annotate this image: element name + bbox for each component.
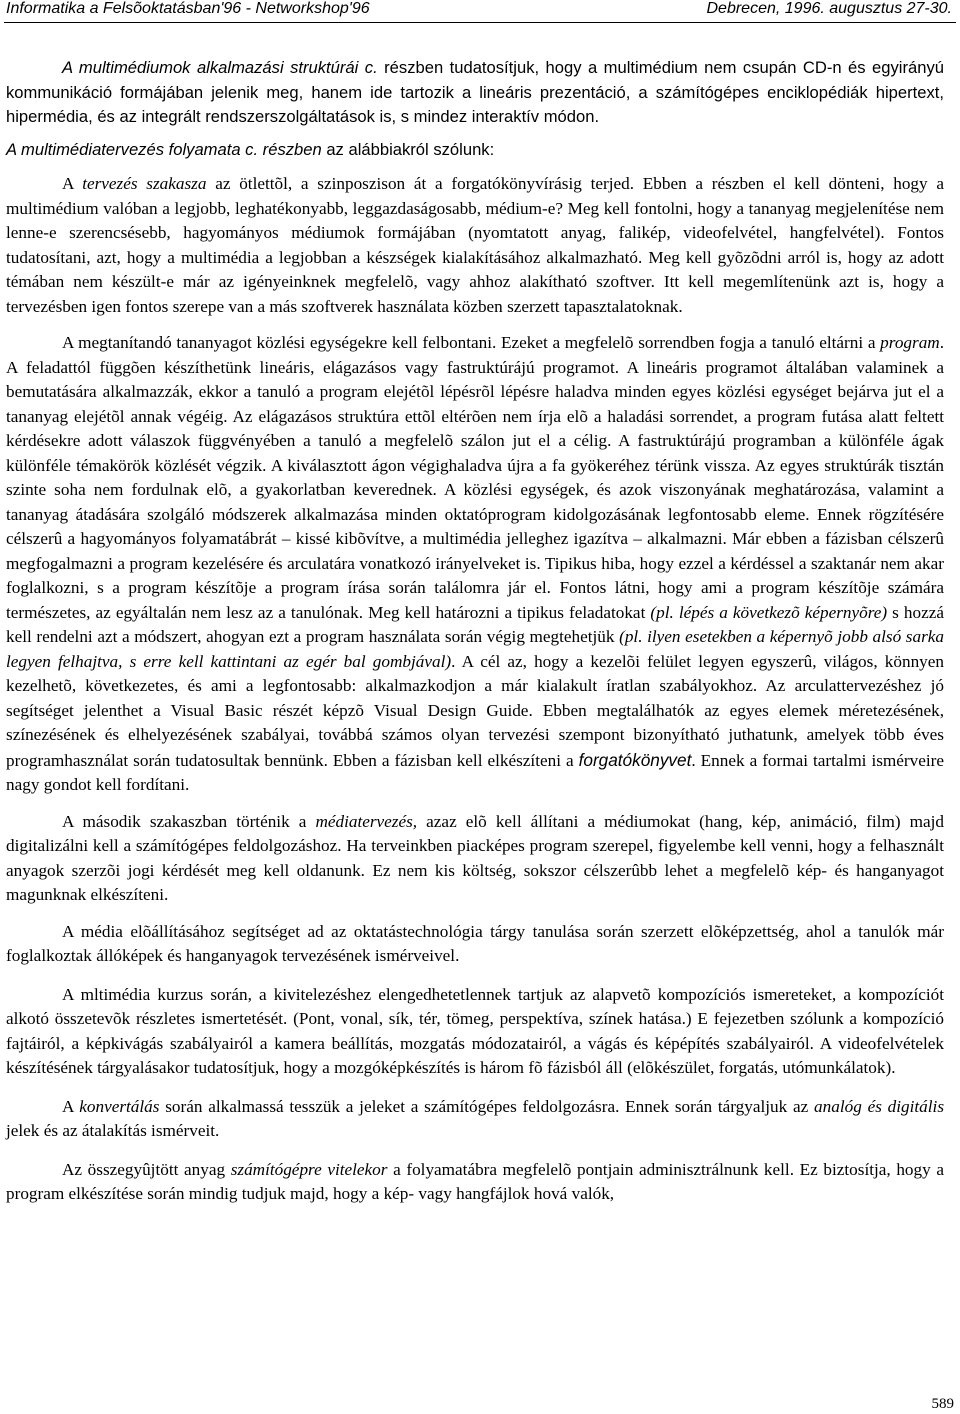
intro-lead-italic: A multimédiumok alkalmazási struktúrái c. xyxy=(62,58,378,77)
intro-paragraph xyxy=(6,56,944,130)
text-run: jelek és az átalakítás ismérveit. xyxy=(6,1121,220,1140)
text-run: A xyxy=(62,1096,80,1116)
paragraph-mediatervezes xyxy=(6,810,944,908)
text-run: A második szakaszban történik a xyxy=(62,811,316,831)
text-run: során alkalmassá tesszük a jeleket a számítógépes feldolgozásra. Ennek során tárgyaljuk az xyxy=(159,1096,815,1116)
paragraph-media-eloallitas: A média elõállításához segítséget ad az oktatástechnológia tárgy tanulása során szerzett elõképzettség, ahol a tanulók már foglalkoztak állóképek és hanganyagok tervezésének ismérveivel. xyxy=(6,921,944,965)
text-run: s hozzá kell rendelni azt a módszert, ahogyan ezt a program használata során végig megtehetjük xyxy=(6,602,945,646)
text-run: azaz elõ kell állítani a médiumokat (hang, kép, animáció, film) majd digitalizálni kell a számítógépes feldolgozáshoz. Ha terveinkben piacképes program szerepel, figyelembe kell venni, hogy a felhasznált anyagok szerzõi jogi kérdését meg kell oldanunk. Ez nem kis költség, sokszor célszerûbb lehet a megfelelõ kép- és hanganyagot magunknak elkészíteni. xyxy=(6,811,944,904)
intro-section xyxy=(6,56,944,162)
emphasis: (pl. lépés a következõ képernyõre) xyxy=(650,602,888,622)
text-run: az ötlettõl, a szinposzison át a forgatókönyvírásig terjed. Ebben a részben el kell dönteni, hogy a multimédium valóban a legjobb, leghatékonyabb, leggazdaságosabb, médium-e? Meg kell fontolni, hogy a tananyag megjelenítése nem lenne-e szerencsésebb, hagyományos médiumok formájában (nyomtatott anyag, falikép, videofelvétel, hangfelvétel). Fontos tudatosítani, azt, hogy a multimédia a legjobban a készségek kialakításához alkalmazható. Meg kell gyõzõdni arról is, hogy az adott témában nem készült-e már az igényeinknek megfelelõ, vagy ahhoz alakítható szoftver. Itt kell megemlítenünk azt is, hogy a tervezésben igen fontos szerepe van a más szoftverek használata közben szerzett tapasztalatoknak. xyxy=(6,174,944,316)
running-header xyxy=(6,0,952,22)
header-date-location: Debrecen, 1996. augusztus 27-30. xyxy=(706,0,952,17)
body-text xyxy=(6,172,944,1219)
subheading-italic: A multimédiatervezés folyamata c. részben xyxy=(6,139,322,159)
paragraph-osszegyujtott-anyag xyxy=(6,1158,944,1207)
text-run: . A feladattól függõen készíthetünk lineáris, elágazásos vagy fastruktúrájú programot. A lineáris programot általában valaminek a bemutatására alkalmazzák, ekkor a tanuló a program elejétõl lépésrõl lépésre haladva minden egyes közlési egységet bejárva jut el a tananyag elejétõl annak végéig. Az elágazásos struktúra ettõl eltérõen nem írja elõ a haladási sorrendet, a program futása alatt feltett kérdésekre adott válaszok függvényében a tanuló a megfelelõ szálon jut el a célig. A fastruktúrájú programban a különféle ágak különféle témakörök közlését végzik. A kiválasztott ágon végighaladva újra a fa gyökeréhez térünk vissza. Az egyes struktúrák tisztán szinte soha nem fordulnak elõ, a gyakorlatban keverednek. A közlési egységek, és azok viszonyának meghatározása, valamint a tananyag átadására szolgáló módszerek alkalmazása minden oktatóprogram kidolgozásának legfontosabb eleme. Ennek rögzítésére célszerû a hagyományos folyamatábrát – kissé kibõvítve, a multimédia jelleghez igazítva – alkalmazni. Már ebben a fázisban célszerû megfogalmazni a program kezelésére és arculatára vonatkozó irányelveket is. Tipikus hiba, hogy ezzel a kérdéssel a szaktanár nem akar foglalkozni, s a program készítõje a program írása során találomra jár el. Fontos látni, hogy ami a program készítõje számára természetes, az egyáltalán nem lesz az a tanulónak. Meg kell határozni a tipikus feladatokat xyxy=(6,333,944,622)
intro-lead-text: részben tudatosítjuk, hogy a multimédium nem csupán CD-n és egyirányú kommunikáció formájában jelenik meg, hanem ide tartozik a lineáris prezentáció, a számítógépes enciklopédiák hipertext, hipermédia, és az integrált rendszerszolgáltatások is, s mindez interaktív módon. xyxy=(6,58,944,126)
text-run: A xyxy=(62,174,83,193)
page-number: 589 xyxy=(931,1396,954,1412)
paragraph-konvertalas xyxy=(6,1095,944,1144)
text-run: . Ennek a formai tartalmi ismérveire nagy gondot kell fordítani. xyxy=(6,750,944,794)
paragraph-kozlesi-egysegek xyxy=(6,331,944,798)
text-run: Az összegyûjtött anyag xyxy=(62,1159,231,1179)
text-run: A megtanítandó tananyagot közlési egységekre kell felbontani. Ezeket a megfelelõ sorrendben fogja a tanuló eltárni a xyxy=(62,333,881,352)
emphasis: forgatókönyvet xyxy=(578,749,692,770)
emphasis: médiatervezés, xyxy=(315,811,418,831)
text-run: a folyamatábra megfelelõ pontjain adminisztrálnunk kell. Ez biztosítja, hogy a program elkészítése során mindig tudjuk majd, hogy a kép- vagy hangfájlok hová valók, xyxy=(6,1159,944,1203)
header-rule xyxy=(4,22,956,23)
emphasis: program xyxy=(880,333,940,352)
paragraph-tervezes xyxy=(6,172,944,319)
subheading-text: az alábbiakról szólunk: xyxy=(321,139,495,159)
header-conference-title: Informatika a Felsõoktatásban'96 - Networkshop'96 xyxy=(6,0,370,17)
emphasis: tervezés szakasza xyxy=(82,174,207,193)
section-subheading xyxy=(6,138,944,163)
emphasis: számítógépre vitelekor xyxy=(230,1159,388,1179)
paragraph-multimedia-kurzus: A mltimédia kurzus során, a kivitelezéshez elengedhetetlennek tartjuk az alapvetõ kompozíciós ismereteket, a kompozíciót alkotó összetevõk részletes ismertetését. (Pont, vonal, sík, tér, tömeg, perspektíva, színek hatása.) E fejezetben szólunk a kompozíció fajtáiról, a képkivágás szabályairól a kamera beállítás, mozgatás módozatairól, a vágás és képépítés szabályairól. A videofelvételek készítésének tárgyalásakor tudatosítjuk, hogy a mozgóképkészítés is három fõ fázisból áll (elõkészület, forgatás, utómunkálatok). xyxy=(6,984,944,1077)
emphasis: konvertálás xyxy=(79,1096,160,1116)
emphasis: (pl. ilyen esetekben a képernyõ jobb alsó sarka legyen felhajtva, s erre kell kattintani az egér bal gombjával) xyxy=(6,627,944,671)
emphasis: analóg és digitális xyxy=(814,1096,945,1116)
text-run: . A cél az, hogy a kezelõi felület legyen egyszerû, világos, könnyen kezelhetõ, következetes, és ami a legfontosabb: alkalmazkodjon a már kialakult íratlan szabályokhoz. Az arculattervezéshez jó segítséget jelenthet a Visual Basic részét képzõ Visual Design Guide. Ebben megtalálhatók az egyes elemek méretezésének, színezésének és elhelyezésének szabályai, továbbá számos olyan tervezési szempont bizonyítható juthatunk, amelyek több éves programhasználat során tudatosultak bennünk. Ebben a fázisban kell elkészíteni a xyxy=(6,651,944,770)
